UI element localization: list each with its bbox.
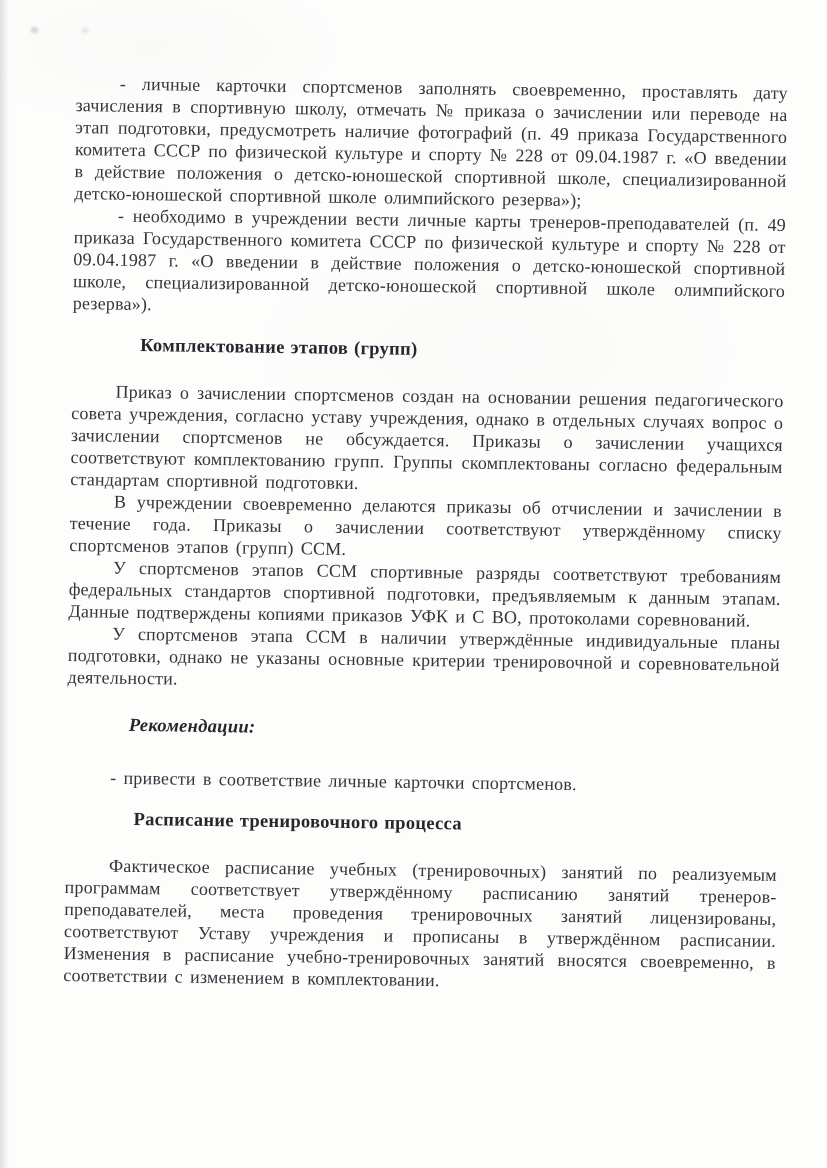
- paragraph-individual-plans: У спортсменов этапа ССМ в наличии утверждённые индивидуальные планы подготовки, однако не указаны основные критерии тренировочной и соревновательной деятельности.: [67, 623, 781, 689]
- paragraph-sport-ranks: У спортсменов этапов ССМ спортивные разряды соответствуют требованиям федеральных стандартов спортивной подготовки, предъявляемым к данным этапам. Данные подтверждены копиями приказов УФК и С ВО, протоколами соревнований.: [68, 557, 782, 631]
- section-heading-training-schedule: Расписание тренировочного процесса: [133, 809, 462, 835]
- paragraph-timely-orders: В учреждении своевременно делаются приказы об отчислении и зачислении в течение года. Приказы о зачислении соответствуют утверждённому списку спортсменов этапов (групп) ССМ.: [69, 491, 783, 559]
- recommendation-item: - привести в соответствие личные карточки спортсменов.: [110, 767, 577, 795]
- bullet-paragraph-athlete-personal-cards: - личные карточки спортсменов заполнять своевременно, проставлять дату зачисления в спортивную школу, отмечать № приказа о зачислении или переводе на этап подготовки, предусмотреть наличие фотографий (п. 49 приказа Государственного комитета СССР по физической культуре и спорту № 228 от 09.04.1987 г. «О введении в действие положения о детско-юношеской спортивной школе, специализированной детско-юношеской спортивной школе олимпийского резерва»);: [74, 73, 788, 211]
- bullet-paragraph-trainer-personal-cards: - необходимо в учреждении вести личные карты тренеров-преподавателей (п. 49 приказа Государственного комитета СССР по физической культуре и спорту № 228 от 09.04.1987 г. «О введении в действие положения о детско-юношеской спортивной школе, специализированной детско-юношеской спортивной школе олимпийского резерва»).: [72, 205, 787, 315]
- document-text-block: [0, 71, 827, 996]
- paragraph-enrollment-order: Приказ о зачислении спортсменов создан на основании решения педагогического совета учреждения, согласно уставу учреждения, однако в отдельных случаях вопрос о зачислении спортсменов не обсуждается. Приказы о зачислении учащихся соответствуют комплектованию групп. Группы скомплектованы согласно федеральным стандартам спортивной подготовки.: [70, 381, 784, 494]
- scan-smudge: [82, 28, 88, 33]
- scan-smudge: [31, 27, 38, 33]
- section-heading-recommendations: Рекомендации:: [128, 715, 256, 738]
- section-heading-group-staffing: Комплектование этапов (групп): [140, 336, 418, 360]
- paragraph-actual-schedule: Фактическое расписание учебных (тренировочных) занятий по реализуемым программам соответствует утверждённому расписанию занятий тренеров-преподавателей, места проведения тренировочных занятий лицензированы, соответствуют Уставу учреждения и прописаны в утверждённом расписании. Изменения в расписание учебно-тренировочных занятий вносятся своевременно, в соответствии с изменением в комплектовании.: [63, 855, 777, 991]
